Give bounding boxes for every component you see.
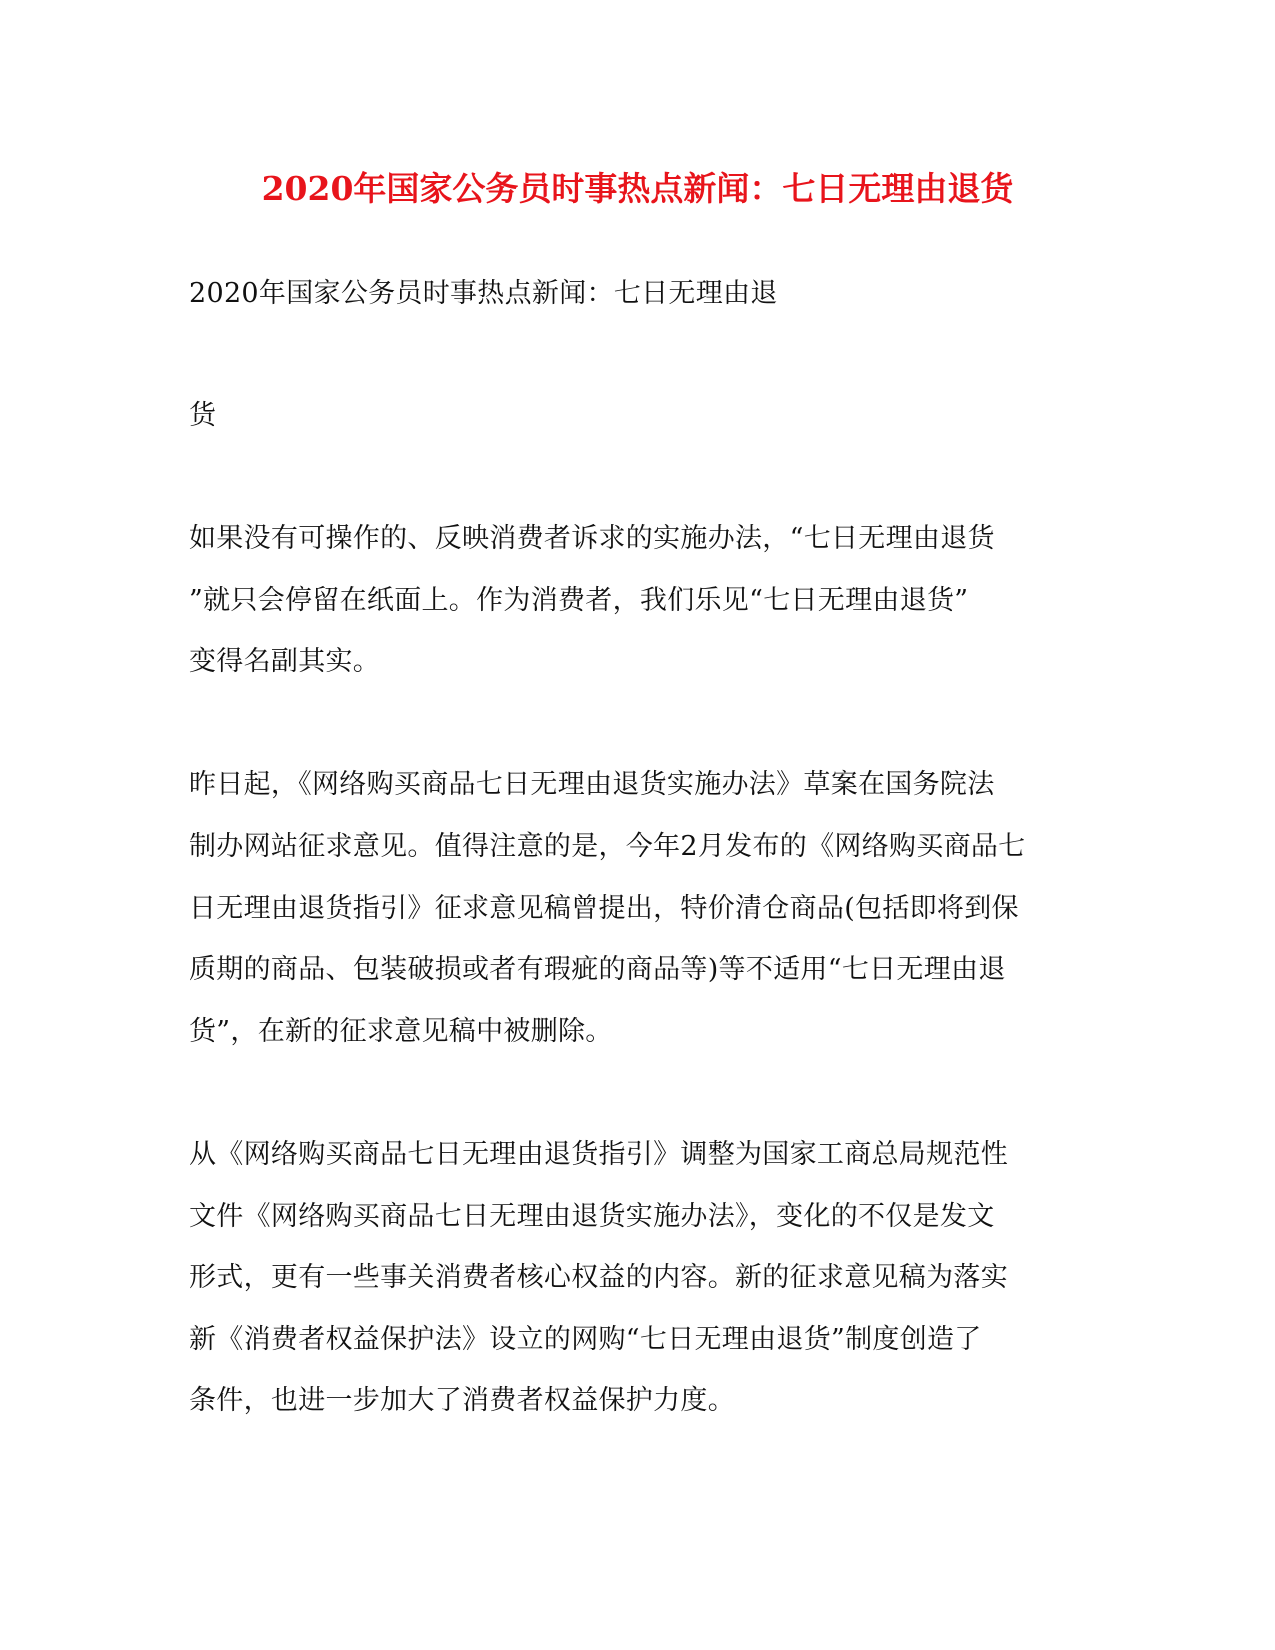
heading-line-1: 2020年国家公务员时事热点新闻：七日无理由退 — [189, 278, 778, 309]
paragraph-3-line-1: 从《网络购买商品七日无理由退货指引》调整为国家工商总局规范性 — [189, 1139, 1008, 1170]
paragraph-1-line-1: 如果没有可操作的、反映消费者诉求的实施办法，“七日无理由退货 — [189, 523, 995, 554]
paragraph-3-line-4: 新《消费者权益保护法》设立的网购“七日无理由退货”制度创造了 — [189, 1324, 982, 1355]
paragraph-1-line-2: ”就只会停留在纸面上。作为消费者，我们乐见“七日无理由退货” — [189, 585, 969, 616]
paragraph-2-line-3: 日无理由退货指引》征求意见稿曾提出，特价清仓商品(包括即将到保 — [189, 893, 1019, 924]
paragraph-2-line-4: 质期的商品、包装破损或者有瑕疵的商品等)等不适用“七日无理由退 — [189, 954, 1006, 985]
paragraph-3-line-5: 条件，也进一步加大了消费者权益保护力度。 — [189, 1385, 735, 1416]
paragraph-3-line-2: 文件《网络购买商品七日无理由退货实施办法》，变化的不仅是发文 — [189, 1201, 995, 1232]
paragraph-2-line-1: 昨日起，《网络购买商品七日无理由退货实施办法》草案在国务院法 — [189, 769, 995, 800]
paragraph-2-line-2: 制办网站征求意见。值得注意的是，今年2月发布的《网络购买商品七 — [189, 831, 1026, 862]
heading-line-2: 货 — [189, 400, 217, 431]
paragraph-3-line-3: 形式，更有一些事关消费者核心权益的内容。新的征求意见稿为落实 — [189, 1262, 1008, 1293]
paragraph-1-line-3: 变得名副其实。 — [189, 646, 381, 677]
paragraph-2-line-5: 货”，在新的征求意见稿中被删除。 — [189, 1016, 613, 1047]
document-title: 2020年国家公务员时事热点新闻：七日无理由退货 — [261, 169, 1014, 208]
